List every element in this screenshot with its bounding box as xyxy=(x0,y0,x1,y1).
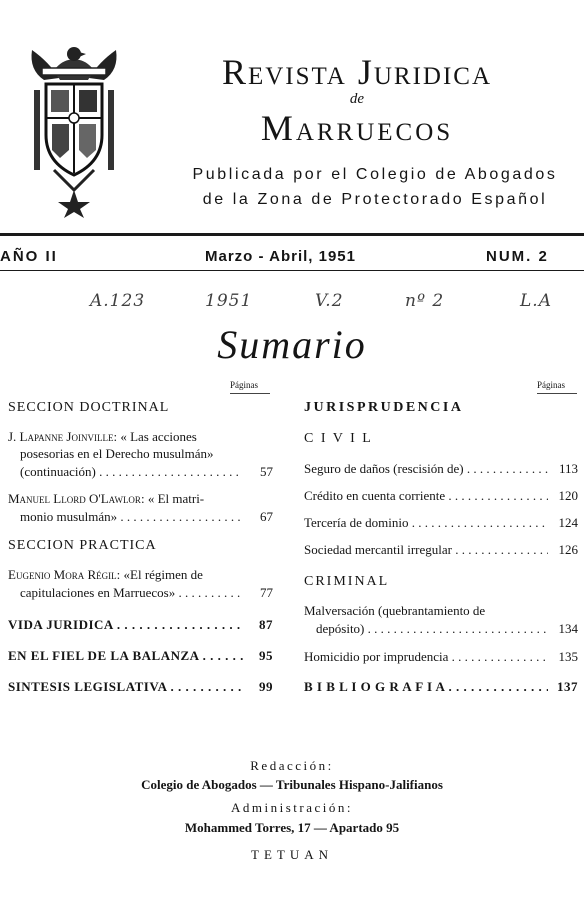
paginas-header: Páginas xyxy=(230,380,258,391)
issue-year: AÑO II xyxy=(0,248,58,265)
toc-entry: Manuel Llord O'Lawlor: « El matri- xyxy=(8,491,205,506)
handwritten-mark: 1951 xyxy=(205,291,253,311)
redaccion-text: Colegio de Abogados — Tribunales Hispano-Jalifianos xyxy=(141,777,443,792)
subsection-criminal: CRIMINAL xyxy=(304,574,390,589)
journal-title-line1: Revista Juridica xyxy=(221,52,493,92)
administracion-text: Mohammed Torres, 17 — Apartado 95 xyxy=(184,820,400,835)
header-rule-bottom xyxy=(0,270,584,271)
administracion-label: Administración: xyxy=(231,800,353,815)
section-practica: SECCION PRACTICA xyxy=(8,538,157,553)
issue-info-bar xyxy=(0,245,584,267)
issue-number: NUM. 2 xyxy=(486,248,549,265)
handwritten-mark: nº 2 xyxy=(405,291,445,311)
journal-title-line2: Marruecos xyxy=(260,108,454,148)
city: TETUAN xyxy=(251,847,333,862)
sumario-heading: Sumario xyxy=(217,322,367,367)
publisher-line1: Publicada por el Colegio de Abogados xyxy=(192,166,558,183)
section-jurisprudencia: JURISPRUDENCIA xyxy=(304,400,464,415)
journal-title-de: de xyxy=(349,91,365,107)
handwritten-mark: A.123 xyxy=(90,291,146,311)
subsection-civil: C I V I L xyxy=(304,431,373,446)
issue-date: Marzo - Abril, 1951 xyxy=(205,248,356,265)
header-rule-top xyxy=(0,233,584,236)
publisher-line2: de la Zona de Protectorado Español xyxy=(202,191,548,208)
toc-right-column: Páginas JURISPRUDENCIA C I V I L Seguro de daños (rescisión de) . . . 113 Crédito en cuenta corriente . . . 120 Tercería de dominio . . . 124 Sociedad mercantil irregular . . . 126 CRIMINAL Malversación (quebrantamiento de depósito) . . . 134 Homicidio por imprudencia . . . 135 B I B L I O G R A F I A . . . 137 xyxy=(304,380,578,710)
toc-entry: Malversación (quebrantamiento de xyxy=(304,603,486,618)
handwritten-mark: L.A xyxy=(520,291,552,311)
toc-left-column: Páginas SECCION DOCTRINAL J. Lapanne Joinville: « Las acciones posesorias en el Derecho musulmán» (continuación) . . . 57 Manuel Llord O'Lawlor: « El matri- monio musulmán» . . . 67 SECCION PRACTICA Eugenio Mora Régil: «El régimen de capitulaciones en Marruecos» . . . 77 VIDA JURIDICA . . . 87 EN EL FIEL DE LA BALANZA . . . 95 SINTESIS LEGISLATIVA . . . 99 xyxy=(8,380,273,710)
handwritten-mark: V.2 xyxy=(315,291,344,311)
toc-entry: Eugenio Mora Régil: «El régimen de xyxy=(8,567,203,582)
toc-entry-line: posesorias en el Derecho musulmán» xyxy=(20,446,214,461)
toc-entry: J. Lapanne Joinville: « Las acciones xyxy=(8,429,197,444)
paginas-header: Páginas xyxy=(537,380,565,391)
redaccion-label: Redacción: xyxy=(250,758,334,773)
section-doctrinal: SECCION DOCTRINAL xyxy=(8,400,170,415)
coat-of-arms-emblem xyxy=(24,40,124,218)
